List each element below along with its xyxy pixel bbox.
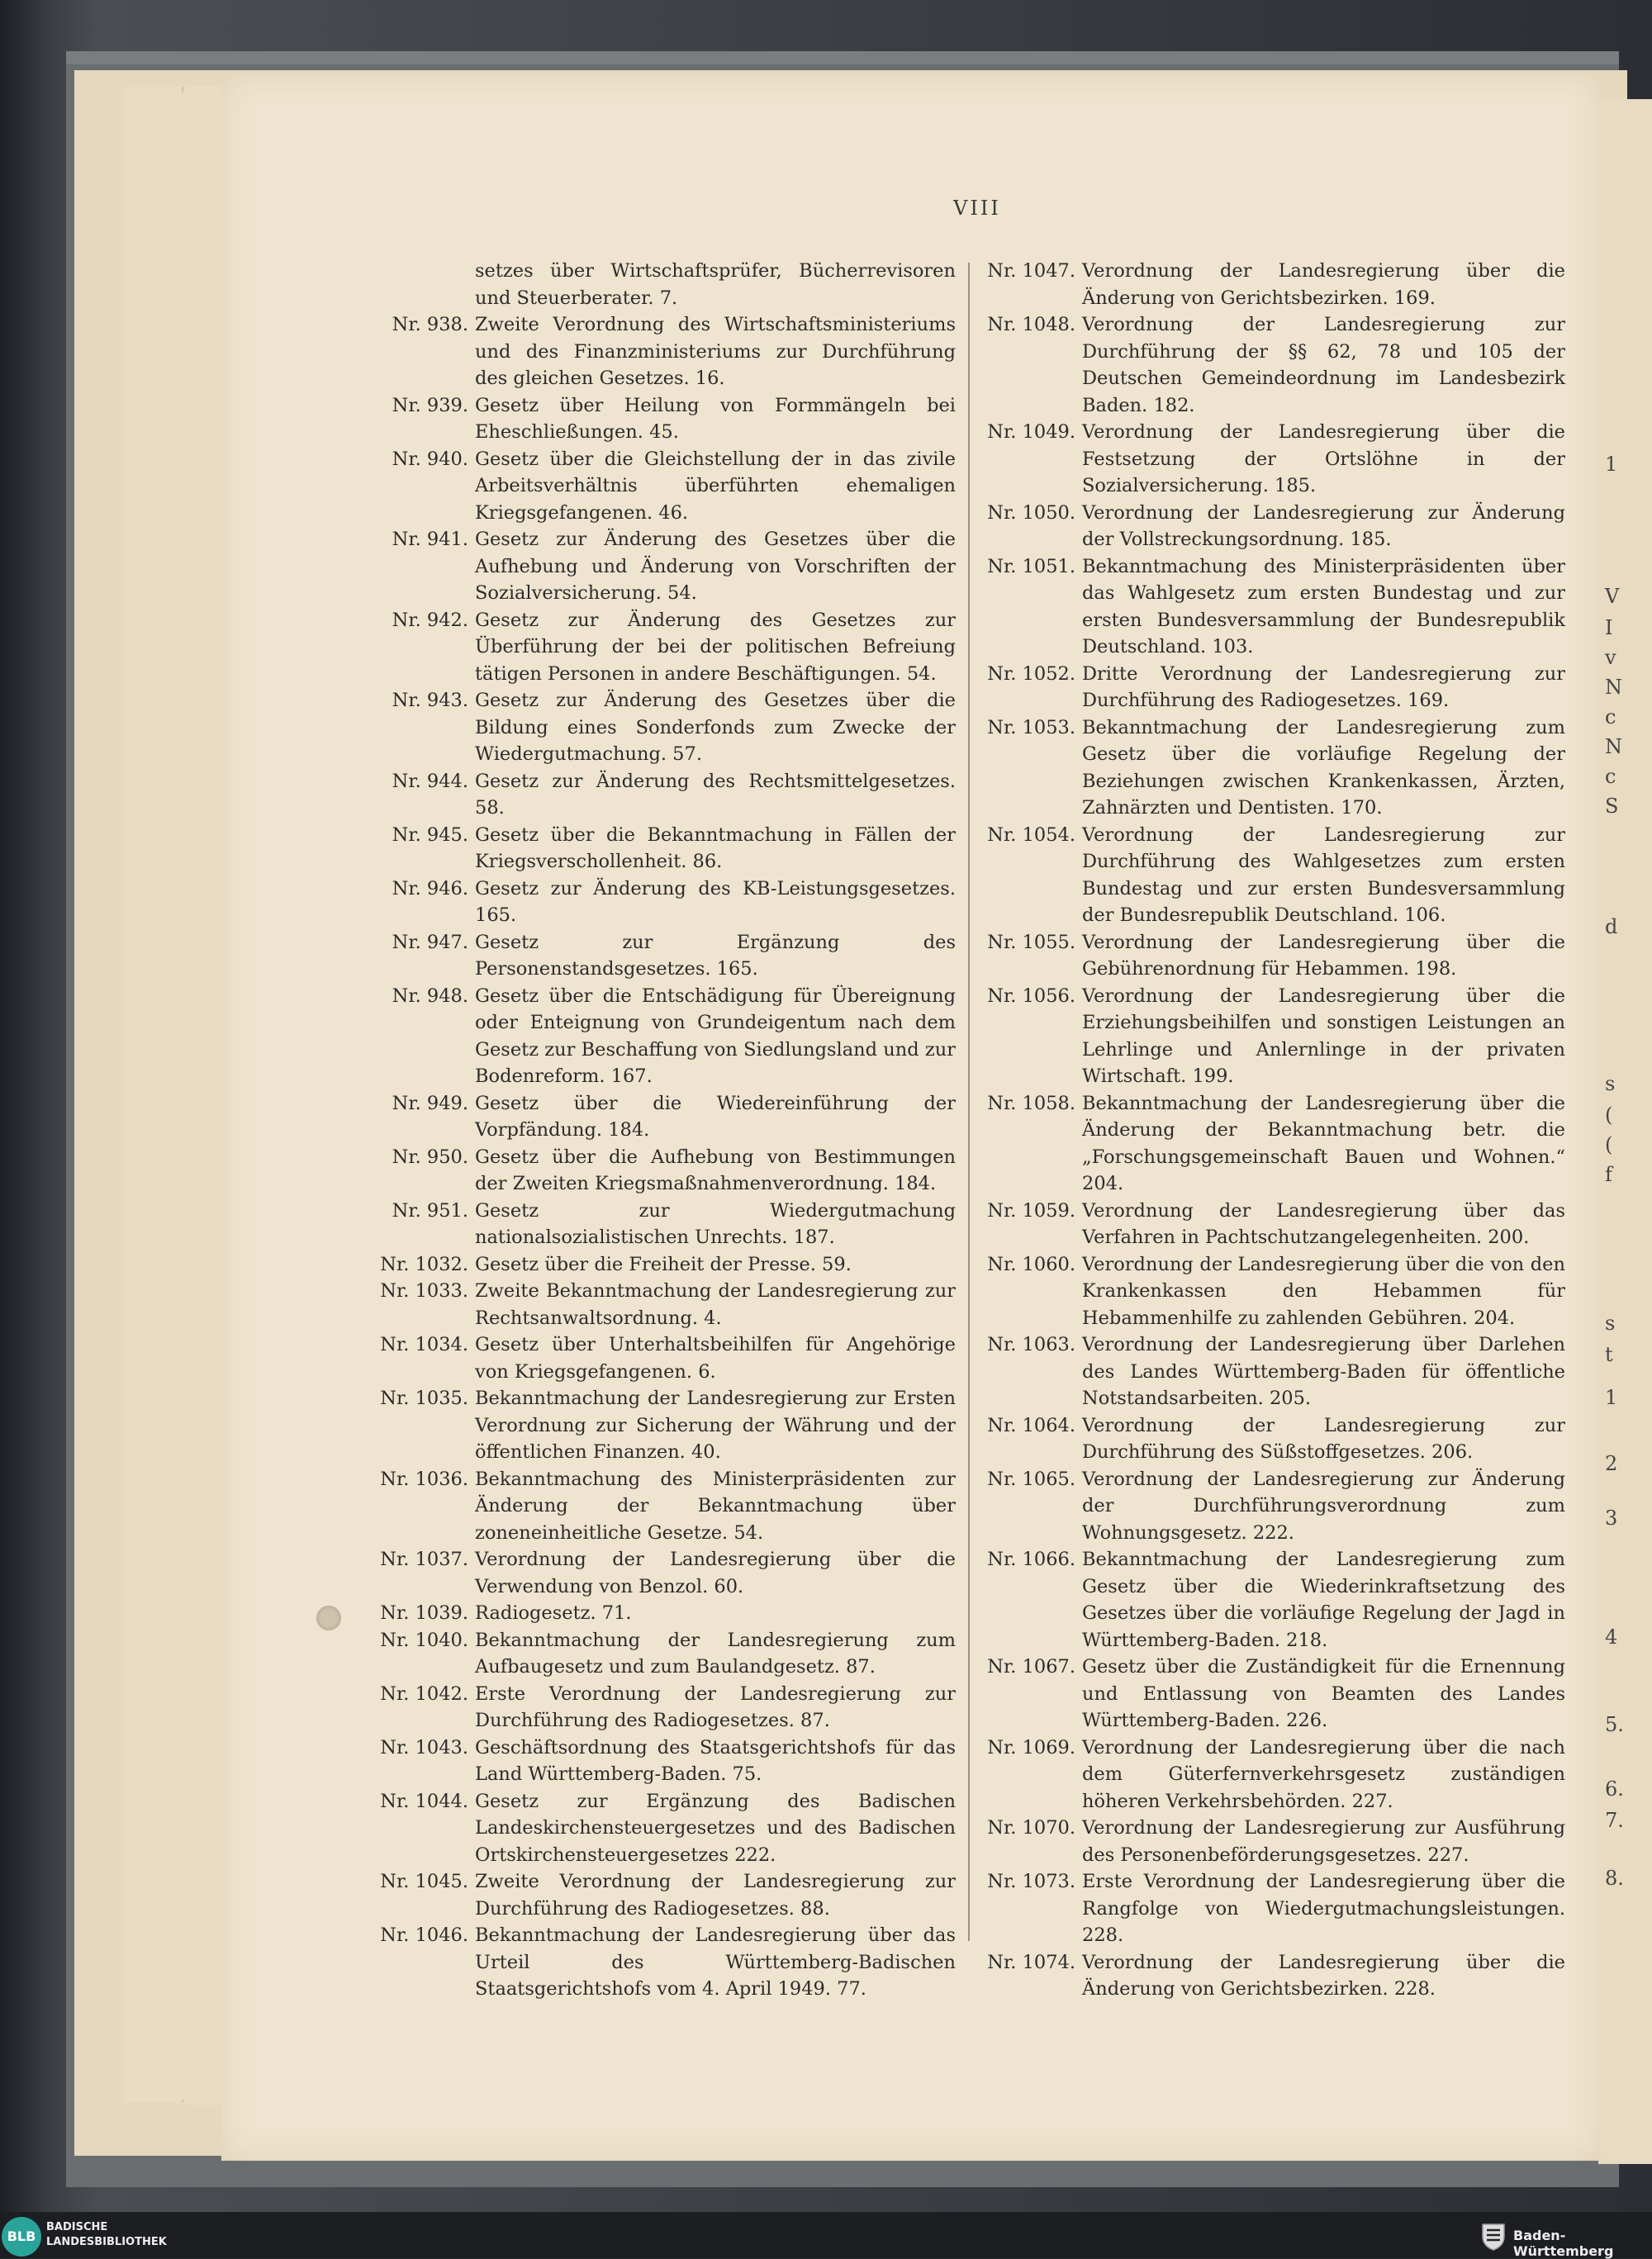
- entry-number: Nr. 1053.: [987, 716, 1075, 738]
- library-name-line2: LANDESBIBLIOTHEK: [46, 2236, 167, 2248]
- entry-text: Bekanntmachung des Ministerpräsidenten über das Wahlgesetz zum ersten Bundestag und zur ersten Bundesversammlung der Bundesrepublik Deutschland. 103.: [1082, 555, 1565, 657]
- entry-number: Nr. 1066.: [987, 1549, 1075, 1570]
- entry-text: Verordnung der Landesregierung über Darlehen des Landes Württemberg-Baden für öffentliche Notstandsarbeiten. 205.: [1082, 1334, 1565, 1409]
- list-item: [376, 258, 956, 311]
- entry-number: Nr. 1046.: [380, 1924, 468, 1946]
- entry-number: Nr. 1048.: [987, 314, 1075, 335]
- entry-number: Nr. 1032.: [380, 1253, 468, 1275]
- entry-text: Bekanntmachung der Landesregierung zum Aufbaugesetz und zum Baulandgesetz. 87.: [475, 1629, 956, 1678]
- list-item: [983, 714, 1565, 822]
- entry-text: Bekanntmachung der Landesregierung zur Ersten Verordnung zur Sicherung der Währung und der öffentlichen Finanzen. 40.: [475, 1388, 956, 1463]
- facing-fragment: 5.: [1605, 1713, 1624, 1736]
- entry-text: Bekanntmachung der Landesregierung zum Gesetz über die Wiederinkraftsetzung des Gesetzes über die vorläufige Regelung der Jagd in Württemberg-Baden. 218.: [1082, 1549, 1565, 1651]
- entry-number: Nr. 1059.: [987, 1199, 1075, 1222]
- entry-text: Gesetz zur Änderung des Gesetzes zur Überführung der bei der politischen Befreiung tätigen Personen in andere Beschäftigungen. 54.: [475, 609, 956, 685]
- list-item: [376, 768, 956, 822]
- entry-number: Nr. 943.: [392, 690, 468, 711]
- entry-number: Nr. 1050.: [987, 501, 1075, 524]
- page-edge: [186, 86, 225, 2105]
- list-item: [376, 1922, 956, 2003]
- entry-text: Gesetz zur Änderung des Gesetzes über die Aufhebung und Änderung von Vorschriften der Sozialversicherung. 54.: [475, 529, 956, 604]
- entry-text: Verordnung der Landesregierung über die Gebührenordnung für Hebammen. 198.: [1082, 931, 1565, 980]
- entry-text: Gesetz zur Änderung des Gesetzes über die Bildung eines Sonderfonds zum Zwecke der Wiedergutmachung. 57.: [475, 690, 956, 765]
- facing-fragment: t: [1605, 1343, 1613, 1366]
- facing-fragment: s: [1605, 1072, 1616, 1095]
- baden-wuerttemberg-crest-icon: [1480, 2222, 1507, 2252]
- entry-text: Zweite Verordnung des Wirtschaftsministeriums und des Finanzministeriums zur Durchführung des gleichen Gesetzes. 16.: [475, 314, 956, 389]
- entry-text: Gesetz zur Ergänzung des Badischen Landeskirchensteuergesetzes und des Badischen Ortskirchensteuergesetzes 222.: [475, 1790, 956, 1866]
- entry-number: Nr. 1063.: [987, 1334, 1075, 1355]
- entry-number: Nr. 950.: [392, 1146, 468, 1168]
- entry-number: Nr. 1069.: [987, 1736, 1075, 1758]
- entry-number: Nr. 1037.: [380, 1549, 468, 1570]
- facing-fragment: d: [1605, 915, 1618, 938]
- entry-text: Bekanntmachung der Landesregierung über das Urteil des Württemberg-Badischen Staatsgerichtshofs vom 4. April 1949. 77.: [475, 1924, 956, 2000]
- entry-text: Gesetz über Heilung von Formmängeln bei Eheschließungen. 45.: [475, 394, 956, 443]
- list-item: [983, 661, 1565, 714]
- entry-text: setzes über Wirtschaftsprüfer, Bücherrevisoren und Steuerberater. 7.: [475, 260, 956, 309]
- list-item: [376, 1090, 956, 1144]
- facing-fragment: V: [1605, 585, 1620, 608]
- list-item: [983, 1198, 1565, 1251]
- entry-number: Nr. 1035.: [380, 1388, 468, 1409]
- list-item: [983, 1251, 1565, 1332]
- entry-number: Nr. 938.: [392, 314, 468, 335]
- entry-number: Nr. 1044.: [380, 1790, 468, 1812]
- entry-text: Verordnung der Landesregierung über das Verfahren in Pachtschutzangelegenheiten. 200.: [1082, 1199, 1565, 1248]
- entry-text: Bekanntmachung des Ministerpräsidenten zur Änderung der Bekanntmachung über zoneneinheitliche Gesetze. 54.: [475, 1468, 956, 1544]
- entry-number: Nr. 1051.: [987, 555, 1075, 577]
- list-item: [983, 1331, 1565, 1412]
- entry-number: Nr. 944.: [392, 770, 468, 792]
- entry-text: Gesetz zur Ergänzung des Personenstandsgesetzes. 165.: [475, 931, 956, 980]
- list-item: [983, 311, 1565, 419]
- list-item: [376, 607, 956, 688]
- entry-text: Verordnung der Landesregierung zur Ausführung des Personenbeförderungsgesetzes. 227.: [1082, 1817, 1565, 1866]
- right-column-entries: [983, 258, 1565, 2003]
- entry-text: Gesetz über die Wiedereinführung der Vorpfändung. 184.: [475, 1092, 956, 1141]
- list-item: [983, 1815, 1565, 1868]
- entry-text: Erste Verordnung der Landesregierung über die Rangfolge von Wiedergutmachungsleistungen. 228.: [1082, 1871, 1565, 1946]
- facing-fragment: c: [1605, 705, 1616, 728]
- list-item: [376, 1735, 956, 1788]
- entry-text: Bekanntmachung der Landesregierung zum Gesetz über die vorläufige Regelung der Beziehungen zwischen Krankenkassen, Ärzten, Zahnärzten und Dentisten. 170.: [1082, 716, 1565, 819]
- entry-text: Verordnung der Landesregierung über die Festsetzung der Ortslöhne in der Sozialversicherung. 185.: [1082, 421, 1565, 496]
- entry-number: Nr. 1056.: [987, 985, 1075, 1007]
- list-item: [376, 1868, 956, 1922]
- list-item: [376, 446, 956, 527]
- entry-text: Verordnung der Landesregierung über die Erziehungsbeihilfen und sonstigen Leistungen an Lehrlinge und Anlernlinge in der privaten Wirtschaft. 199.: [1082, 985, 1565, 1087]
- entry-text: Gesetz zur Wiedergutmachung nationalsozialistischen Unrechts. 187.: [475, 1199, 956, 1248]
- entry-text: Zweite Bekanntmachung der Landesregierung zur Rechtsanwaltsordnung. 4.: [475, 1280, 956, 1329]
- entry-text: Dritte Verordnung der Landesregierung zur Durchführung des Radiogesetzes. 169.: [1082, 662, 1565, 711]
- entry-text: Verordnung der Landesregierung über die nach dem Güterfernverkehrsgesetz zuständigen höheren Verkehrsbehörden. 227.: [1082, 1736, 1565, 1812]
- facing-fragment: s: [1605, 1312, 1616, 1335]
- entry-text: Gesetz zur Änderung des Rechtsmittelgesetzes. 58.: [475, 770, 956, 819]
- entry-number: Nr. 1067.: [987, 1656, 1075, 1678]
- facing-fragment: S: [1605, 795, 1619, 818]
- entry-text: Bekanntmachung der Landesregierung über die Änderung der Bekanntmachung betr. die „Forschungsgemeinschaft Bauen und Wohnen.“ 204.: [1082, 1092, 1565, 1194]
- facing-fragment: (: [1605, 1133, 1613, 1156]
- entry-text: Verordnung der Landesregierung zur Durchführung der §§ 62, 78 und 105 der Deutschen Gemeindeordnung im Landesbezirk Baden. 182.: [1082, 314, 1565, 416]
- facing-fragment: 4: [1605, 1625, 1618, 1649]
- facing-fragment: f: [1605, 1163, 1612, 1186]
- list-item: [983, 1735, 1565, 1815]
- entry-text: Verordnung der Landesregierung über die Änderung von Gerichtsbezirken. 228.: [1082, 1951, 1565, 2000]
- list-item: [376, 1144, 956, 1198]
- entry-text: Radiogesetz. 71.: [475, 1602, 632, 1624]
- list-item: [983, 1949, 1565, 2003]
- list-item: [983, 929, 1565, 983]
- entry-text: Verordnung der Landesregierung über die Änderung von Gerichtsbezirken. 169.: [1082, 260, 1565, 309]
- entry-number: Nr. 1049.: [987, 421, 1075, 443]
- entry-text: Gesetz über die Aufhebung von Bestimmungen der Zweiten Kriegsmaßnahmenverordnung. 184.: [475, 1146, 956, 1194]
- list-item: [376, 311, 956, 392]
- list-item: [983, 1654, 1565, 1735]
- entry-number: Nr. 1047.: [987, 260, 1075, 282]
- facing-fragment: 1: [1605, 1386, 1618, 1409]
- facing-fragment: v: [1605, 646, 1616, 669]
- entry-number: Nr. 1064.: [987, 1414, 1075, 1436]
- entry-number: Nr. 951.: [392, 1199, 468, 1222]
- entry-number: Nr. 1070.: [987, 1817, 1075, 1839]
- entry-number: Nr. 1052.: [987, 662, 1075, 685]
- list-item: [376, 822, 956, 876]
- entry-number: Nr. 1040.: [380, 1629, 468, 1651]
- list-item: [376, 1681, 956, 1735]
- list-item: [376, 929, 956, 983]
- entry-text: Gesetz über Unterhaltsbeihilfen für Angehörige von Kriegsgefangenen. 6.: [475, 1334, 956, 1383]
- entry-number: Nr. 939.: [392, 394, 468, 416]
- entry-number: Nr. 1074.: [987, 1951, 1075, 1973]
- entry-number: Nr. 949.: [392, 1092, 468, 1114]
- entry-number: Nr. 1033.: [380, 1280, 468, 1302]
- facing-fragment: N: [1605, 735, 1622, 758]
- library-name-line1: BADISCHE: [46, 2221, 108, 2233]
- list-item: [983, 419, 1565, 500]
- entry-text: Verordnung der Landesregierung zur Änderung der Durchführungsverordnung zum Wohnungsgesetz. 222.: [1082, 1468, 1565, 1544]
- entry-text: Verordnung der Landesregierung zur Durchführung des Wahlgesetzes zum ersten Bundestag und zur ersten Bundesversammlung der Bundesrepublik Deutschland. 106.: [1082, 823, 1565, 926]
- entry-number: Nr. 1058.: [987, 1092, 1075, 1114]
- list-item: [376, 1251, 956, 1279]
- entry-number: Nr. 945.: [392, 823, 468, 846]
- facing-fragment: c: [1605, 765, 1616, 788]
- entry-text: Gesetz über die Freiheit der Presse. 59.: [475, 1253, 852, 1275]
- list-item: [983, 822, 1565, 929]
- list-item: [376, 1278, 956, 1331]
- list-item: [376, 392, 956, 446]
- entry-number: Nr. 1036.: [380, 1468, 468, 1490]
- list-item: [983, 258, 1565, 311]
- entry-number: Nr. 1045.: [380, 1871, 468, 1892]
- list-item: [983, 1546, 1565, 1654]
- list-item: [983, 1466, 1565, 1547]
- facing-fragment: 8.: [1605, 1867, 1624, 1890]
- entry-number: Nr. 1039.: [380, 1602, 468, 1624]
- entry-text: Erste Verordnung der Landesregierung zur Durchführung des Radiogesetzes. 87.: [475, 1682, 956, 1731]
- list-item: [376, 1788, 956, 1869]
- list-item: [983, 500, 1565, 553]
- entry-text: Gesetz über die Bekanntmachung in Fällen der Kriegsverschollenheit. 86.: [475, 823, 956, 872]
- page-number: VIII: [953, 197, 1001, 220]
- entry-number: Nr. 1043.: [380, 1736, 468, 1758]
- facing-fragment: 2: [1605, 1452, 1618, 1475]
- library-name: [46, 2220, 167, 2250]
- list-item: [376, 687, 956, 768]
- entry-number: Nr. 1042.: [380, 1682, 468, 1705]
- entry-text: Verordnung der Landesregierung zur Änderung der Vollstreckungsordnung. 185.: [1082, 501, 1565, 550]
- left-column-entries: [376, 258, 956, 2003]
- facing-fragment: 7.: [1605, 1809, 1624, 1832]
- entry-number: Nr. 1055.: [987, 931, 1075, 953]
- facing-page-edge: [1598, 99, 1652, 2164]
- entry-number: Nr. 946.: [392, 877, 468, 899]
- entry-text: Gesetz über die Gleichstellung der in das zivile Arbeitsverhältnis überführten ehemaligen Kriegsgefangenen. 46.: [475, 448, 956, 524]
- entry-number: Nr. 1034.: [380, 1334, 468, 1355]
- list-item: [983, 1868, 1565, 1949]
- list-item: [376, 1466, 956, 1547]
- list-item: [376, 1627, 956, 1681]
- entry-text: Geschäftsordnung des Staatsgerichtshofs für das Land Württemberg-Baden. 75.: [475, 1736, 956, 1785]
- facing-fragment: N: [1605, 676, 1622, 699]
- facing-fragment: 3: [1605, 1507, 1618, 1530]
- facing-fragment: 1: [1605, 453, 1618, 476]
- entry-number: Nr. 1065.: [987, 1468, 1075, 1490]
- punch-hole: [316, 1606, 341, 1630]
- list-item: [376, 1600, 956, 1627]
- entry-text: Verordnung der Landesregierung über die Verwendung von Benzol. 60.: [475, 1549, 956, 1597]
- list-item: [983, 1090, 1565, 1198]
- blb-logo[interactable]: BLB: [2, 2217, 41, 2257]
- entry-number: Nr. 941.: [392, 529, 468, 550]
- column-divider: [968, 263, 970, 1941]
- entry-text: Verordnung der Landesregierung zur Durchführung des Süßstoffgesetzes. 206.: [1082, 1414, 1565, 1463]
- list-item: [376, 1198, 956, 1251]
- entry-number: Nr. 948.: [392, 985, 468, 1007]
- list-item: [376, 1546, 956, 1600]
- entry-number: Nr. 1060.: [987, 1253, 1075, 1275]
- list-item: [983, 553, 1565, 661]
- list-item: [376, 1331, 956, 1385]
- list-item: [983, 983, 1565, 1090]
- facing-fragment: 6.: [1605, 1777, 1624, 1801]
- entry-text: Verordnung der Landesregierung über die von den Krankenkassen den Hebammen für Hebammenhilfe zu zahlenden Gebühren. 204.: [1082, 1253, 1565, 1329]
- list-item: [376, 526, 956, 607]
- entry-number: Nr. 1073.: [987, 1871, 1075, 1892]
- entry-text: Zweite Verordnung der Landesregierung zur Durchführung des Radiogesetzes. 88.: [475, 1871, 956, 1920]
- entry-number: Nr. 947.: [392, 931, 468, 953]
- state-logo-text[interactable]: Baden-Württemberg: [1513, 2228, 1614, 2259]
- list-item: [983, 1412, 1565, 1466]
- facing-fragment: (: [1605, 1103, 1613, 1127]
- entry-text: Gesetz zur Änderung des KB-Leistungsgesetzes. 165.: [475, 877, 956, 926]
- entry-number: Nr. 942.: [392, 609, 468, 631]
- list-item: [376, 876, 956, 929]
- entry-text: Gesetz über die Zuständigkeit für die Ernennung und Entlassung von Beamten des Landes Württemberg-Baden. 226.: [1082, 1656, 1565, 1731]
- entry-number: Nr. 940.: [392, 448, 468, 470]
- footer-logo-bar: [0, 2212, 1652, 2258]
- list-item: [376, 1385, 956, 1466]
- entry-text: Gesetz über die Entschädigung für Übereignung oder Enteignung von Grundeigentum nach dem Gesetz zur Beschaffung von Siedlungsland und zur Bodenreform. 167.: [475, 985, 956, 1087]
- list-item: [376, 983, 956, 1090]
- facing-fragment: I: [1605, 616, 1613, 639]
- entry-number: Nr. 1054.: [987, 823, 1075, 846]
